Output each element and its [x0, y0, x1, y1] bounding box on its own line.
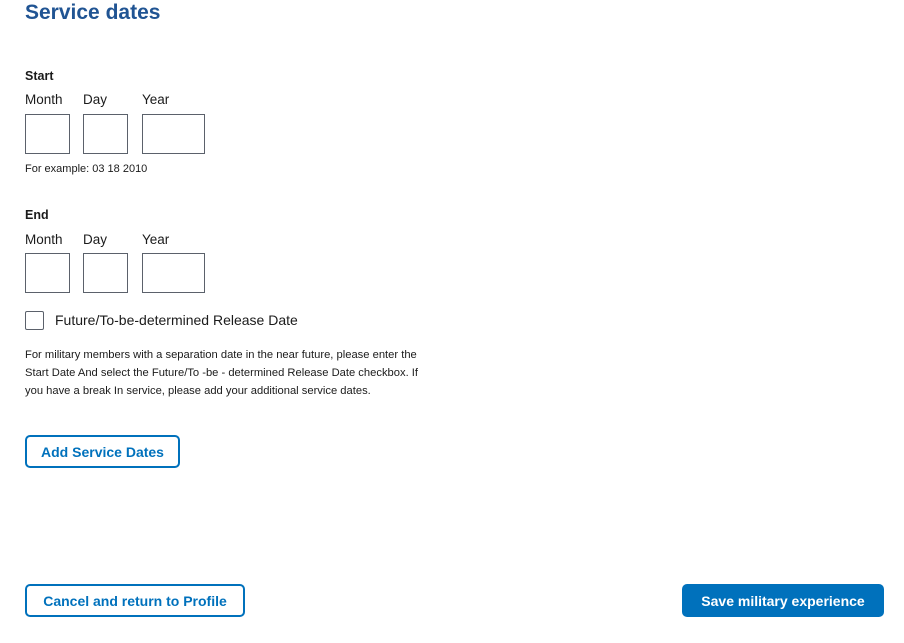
cancel-button[interactable]: Cancel and return to Profile — [25, 584, 245, 617]
end-month-label: Month — [25, 232, 63, 247]
end-month-input[interactable] — [25, 253, 70, 293]
start-month-label: Month — [25, 92, 63, 107]
end-year-label: Year — [142, 232, 170, 247]
start-year-input[interactable] — [142, 114, 205, 154]
start-day-input[interactable] — [83, 114, 128, 154]
add-service-dates-button[interactable]: Add Service Dates — [25, 435, 180, 468]
start-date-hint: For example: 03 18 2010 — [25, 163, 148, 175]
start-month-input[interactable] — [25, 114, 70, 154]
future-release-checkbox[interactable] — [25, 311, 44, 330]
end-year-input[interactable] — [142, 253, 205, 293]
start-year-label: Year — [142, 92, 170, 107]
future-release-label[interactable]: Future/To-be-determined Release Date — [55, 312, 298, 328]
page-title: Service dates — [25, 1, 161, 24]
end-day-label: Day — [83, 232, 108, 247]
end-date-label: End — [25, 208, 49, 222]
end-day-input[interactable] — [83, 253, 128, 293]
start-date-label: Start — [25, 69, 54, 83]
start-day-label: Day — [83, 92, 108, 107]
service-dates-help-text: For military members with a separation date in the near future, please enter the Start Date And select the Future/To -be - determined Release Date checkbox. If you have a break In service, please add your additional service dates. — [25, 349, 419, 398]
save-military-experience-button[interactable]: Save military experience — [682, 584, 884, 617]
